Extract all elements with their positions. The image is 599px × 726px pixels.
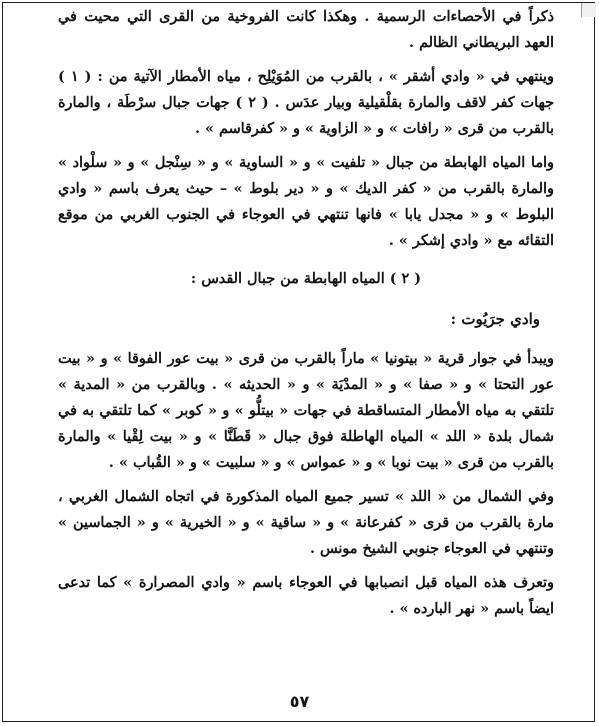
document-body [58,4,554,630]
paragraph-wadi-ashqar: وينتهي في « وادي أشقر » ، بالقرب من المُوَيْلِح ، مياه الأمطار الآتية من : ( ١ ) جهات كفر لاقف والمارة بقلْقيلية وبيار عدَس . ( ٢ ) جهات جبال سرْطَة ، والمارة بالقرب من قرى « رافات » و « الزاوية » و « كفرقاسم » . [58,68,555,137]
scrollbar-corner-icon [581,3,596,17]
paragraph-wadi-musrara: وتعرف هذه المياه قبل انصبابها في العوجاء باسم « وادي المصرارة » كما تدعى ايضاً باسم « نهر البارده » . [58,574,554,617]
paragraph-north-lydda: وفي الشمال من « اللد » تسير جميع المياه المذكورة في اتجاه الشمال الغربي ، مارة بالقرب من قرى « كفرعانة » و « ساقية » و « الخيرية » و « الجماسين » وتنتهي في العوجاء جنوبي الشيخ مونس . [58,488,554,557]
sub-heading: وادي جرَيُوت : [450,310,540,328]
page-number: ٥٧ [289,692,310,711]
paragraph-descending-waters: واما المياه الهابطة من جبال « تلفيت » و « الساوية » و « سِنْجل » و « سلْواد » والمارة بالقرب من « كفر الديك » و « دير بلوط » – حيث يعرف باسم « وادي البلوط » و « مجدل يابا » فانها تنتهي في العوجاء في الجنوب الغربي من موقع التقائه مع « وادي إشكر » . [58,154,554,249]
section-heading: ( ٢ ) المياه الهابطة من جبال القدس : [190,270,422,287]
paragraph-beitunia: ويبدأ في جوار قرية « بيتونيا » ماراً بالقرب من قرى « بيت عور الفوقا » و « بيت عور التحتا » و « صفا » و « المدْيَة » و « الحديثه » . وبالقرب من « المدية » تلتقي به مياه الأمطار المتساقطة في جهات « بيتلُّو » و « كوبر » كما تلتقي به في شمال بلدة « اللد » المياه الهاطلة فوق جبال « قَطَنَّا » و « بيت لِقْيا » والمارة بالقرب من قرى « بيت نوبا » و « عمواس » و « سلبيت » و « القُباب » . [58,350,554,471]
paragraph-intro: ذكراً في الأحصاءات الرسمية . وهكذا كانت الفروخية من القرى التي محيت في العهد البريطاني الظالم . [58,8,554,51]
